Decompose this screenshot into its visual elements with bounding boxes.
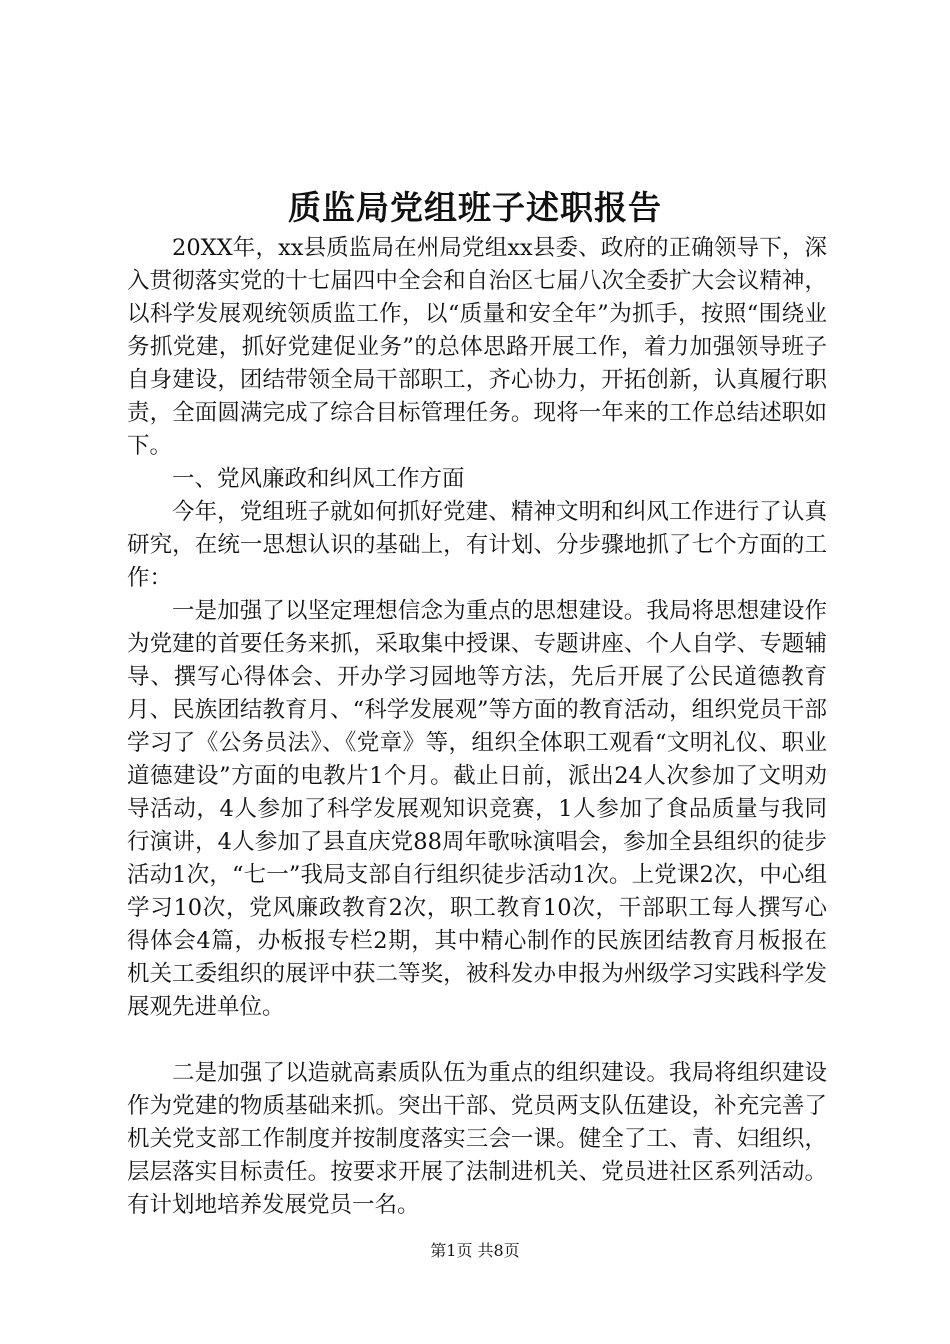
paragraph-ideology-building: 一是加强了以坚定理想信念为重点的思想建设。我局将思想建设作为党建的首要任务来抓，采取集中授课、专题讲座、个人自学、专题辅导、撰写心得体会、开办学习园地等方法，先后开展了公民道德教育月、民族团结教育月、“科学发展观”等方面的教育活动，组织党员干部学习了《公务员法》、《党章》等，组织全体职工观看“文明礼仪、职业道德建设”方面的电教片1个月。截止日前，派出24人次参加了文明劝导活动，4人参加了科学发展观知识竞赛，1人参加了食品质量与我同行演讲，4人参加了县直庆党88周年歌咏演唱会，参加全县组织的徒步活动1次，“七一”我局支部自行组织徒步活动1次。上党课2次，中心组学习10次，党风廉政教育2次，职工教育10次，干部职工每人撰写心得体会4篇，办板报专栏2期，其中精心制作的民族团结教育月板报在机关工委组织的展评中获二等奖，被科发办申报为州级学习实践科学发展观先进单位。 — [127, 598, 827, 1020]
document-body — [127, 232, 827, 1222]
document-title: 质监局党组班子述职报告 — [288, 188, 662, 227]
paragraph-overview: 今年，党组班子就如何抓好党建、精神文明和纠风工作进行了认真研究，在统一思想认识的基础上，有计划、分步骤地抓了七个方面的工作： — [127, 499, 827, 591]
section-heading: 一、党风廉政和纠风工作方面 — [172, 466, 465, 492]
paragraph-intro: 20XX年，xx县质监局在州局党组xx县委、政府的正确领导下，深入贯彻落实党的十七届四中全会和自治区七届八次全委扩大会议精神，以科学发展观统领质监工作，以“质量和安全年”为抓手，按照“围绕业务抓党建，抓好党建促业务”的总体思路开展工作，着力加强领导班子自身建设，团结带领全局干部职工，齐心协力，开拓创新，认真履行职责，全面圆满完成了综合目标管理任务。现将一年来的工作总结述职如下。 — [127, 235, 827, 459]
paragraph-organization-building: 二是加强了以造就高素质队伍为重点的组织建设。我局将组织建设作为党建的物质基础来抓。突出干部、党员两支队伍建设，补充完善了机关党支部工作制度并按制度落实三会一课。健全了工、青、妇组织，层层落实目标责任。按要求开展了法制进机关、党员进社区系列活动。有计划地培养发展党员一名。 — [127, 1060, 827, 1218]
page-number-footer: 第1页 共8页 — [430, 1241, 520, 1260]
